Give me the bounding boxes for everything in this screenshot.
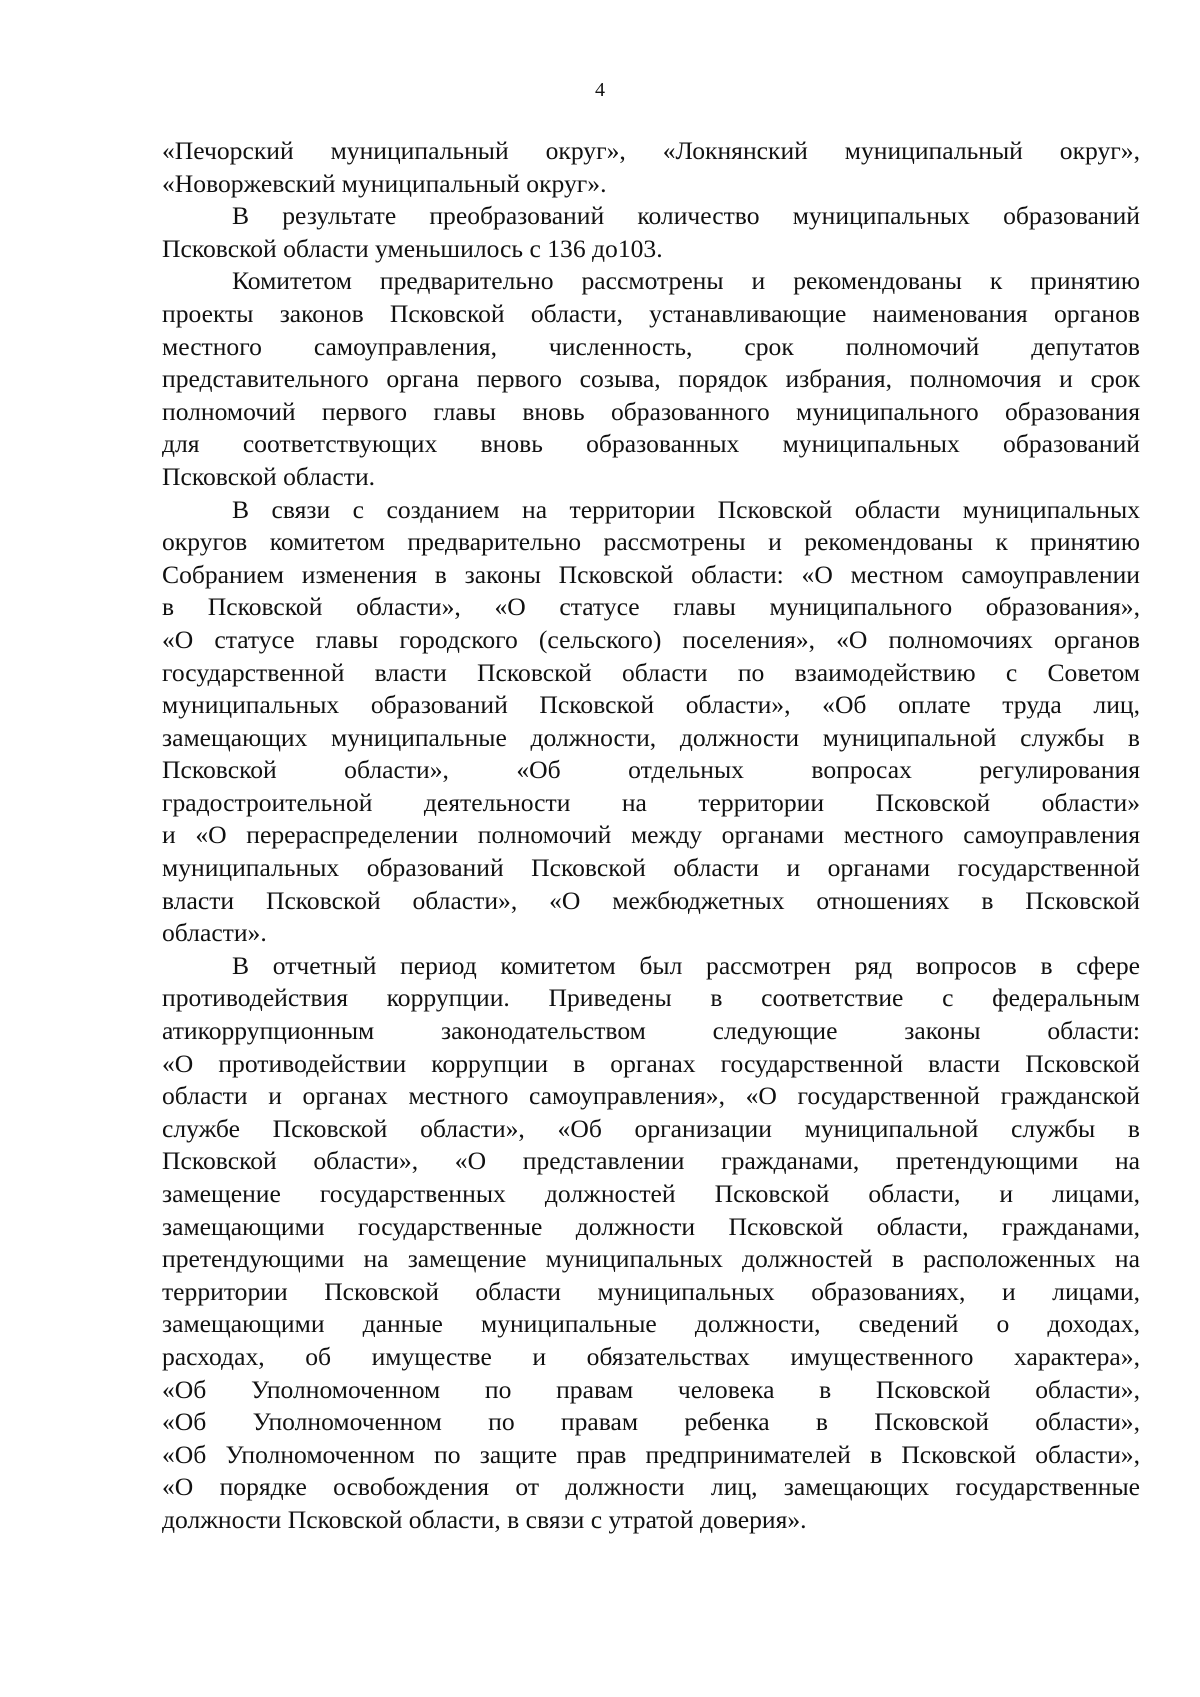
text-line: расходах, об имуществе и обязательствах имущественного характера»,: [162, 1341, 1140, 1371]
text-line: муниципальных образований Псковской области и органами государственной: [162, 853, 1140, 883]
text-line: градостроительной деятельности на территории Псковской области»: [162, 787, 1140, 817]
text-line: в Псковской области», «О статусе главы муниципального образования»,: [162, 592, 1140, 622]
text-line: муниципальных образований Псковской области», «Об оплате труда лиц,: [162, 690, 1140, 720]
text-line: Псковской области.: [162, 461, 376, 491]
text-line: В связи с созданием на территории Псковской области муниципальных: [232, 494, 1140, 524]
text-line: «Об Уполномоченном по правам человека в Псковской области»,: [162, 1374, 1140, 1404]
text-line: области и органах местного самоуправления», «О государственной гражданской: [162, 1081, 1140, 1111]
text-line: противодействия коррупции. Приведены в соответствие с федеральным: [162, 983, 1140, 1013]
text-line: «О противодействии коррупции в органах государственной власти Псковской: [162, 1048, 1140, 1078]
text-line: представительного органа первого созыва, порядок избрания, полномочия и срок: [162, 364, 1140, 394]
text-line: Комитетом предварительно рассмотрены и рекомендованы к принятию: [232, 266, 1140, 296]
text-line: местного самоуправления, численность, срок полномочий депутатов: [162, 331, 1140, 361]
text-line: «Об Уполномоченном по правам ребенка в Псковской области»,: [162, 1407, 1140, 1437]
paragraph: [162, 265, 1140, 493]
document-body: [162, 135, 1140, 1537]
text-line: Псковской области», «О представлении гражданами, претендующими на: [162, 1146, 1140, 1176]
text-line: службе Псковской области», «Об организации муниципальной службы в: [162, 1113, 1140, 1143]
text-line: власти Псковской области», «О межбюджетных отношениях в Псковской: [162, 885, 1140, 915]
text-line: государственной власти Псковской области по взаимодействию с Советом: [162, 657, 1140, 687]
text-line: территории Псковской области муниципальных образованиях, и лицами,: [162, 1276, 1140, 1306]
text-line: претендующими на замещение муниципальных должностей в расположенных на: [162, 1244, 1140, 1274]
text-line: полномочий первого главы вновь образованного муниципального образования: [162, 396, 1140, 426]
text-line: Собранием изменения в законы Псковской области: «О местном самоуправлении: [162, 559, 1140, 589]
text-line: и «О перераспределении полномочий между органами местного самоуправления: [162, 820, 1140, 850]
text-line: «Новоржевский муниципальный округ».: [162, 168, 607, 198]
paragraph: [162, 135, 1140, 200]
paragraph: [162, 200, 1140, 265]
text-line: области».: [162, 918, 267, 948]
text-line: «Печорский муниципальный округ», «Локнянский муниципальный округ»,: [162, 136, 1140, 165]
text-line: проекты законов Псковской области, устанавливающие наименования органов: [162, 298, 1140, 328]
text-line: В результате преобразований количество муниципальных образований: [232, 201, 1140, 231]
text-line: замещающих муниципальные должности, должности муниципальной службы в: [162, 722, 1140, 752]
text-line: атикоррупционным законодательством следующие законы области:: [162, 1016, 1140, 1046]
text-line: замещение государственных должностей Псковской области, и лицами,: [162, 1179, 1140, 1208]
text-line: должности Псковской области, в связи с утратой доверия».: [162, 1504, 807, 1534]
paragraph: [162, 950, 1140, 1537]
text-line: «Об Уполномоченном по защите прав предпринимателей в Псковской области»,: [162, 1439, 1140, 1469]
text-line: «О статусе главы городского (сельского) поселения», «О полномочиях органов: [162, 624, 1140, 654]
text-line: округов комитетом предварительно рассмотрены и рекомендованы к принятию: [162, 527, 1140, 557]
paragraph: [162, 494, 1140, 950]
text-line: замещающими данные муниципальные должности, сведений о доходах,: [162, 1309, 1140, 1339]
text-line: замещающими государственные должности Псковской области, гражданами,: [162, 1211, 1140, 1241]
text-line: для соответствующих вновь образованных муниципальных образований: [162, 429, 1140, 459]
page-number: 4: [595, 79, 605, 101]
text-line: «О порядке освобождения от должности лиц, замещающих государственные: [162, 1472, 1140, 1502]
text-line: В отчетный период комитетом был рассмотрен ряд вопросов в сфере: [232, 950, 1140, 980]
text-line: Псковской области», «Об отдельных вопросах регулирования: [162, 755, 1140, 785]
text-line: Псковской области уменьшилось с 136 до103.: [162, 233, 663, 263]
